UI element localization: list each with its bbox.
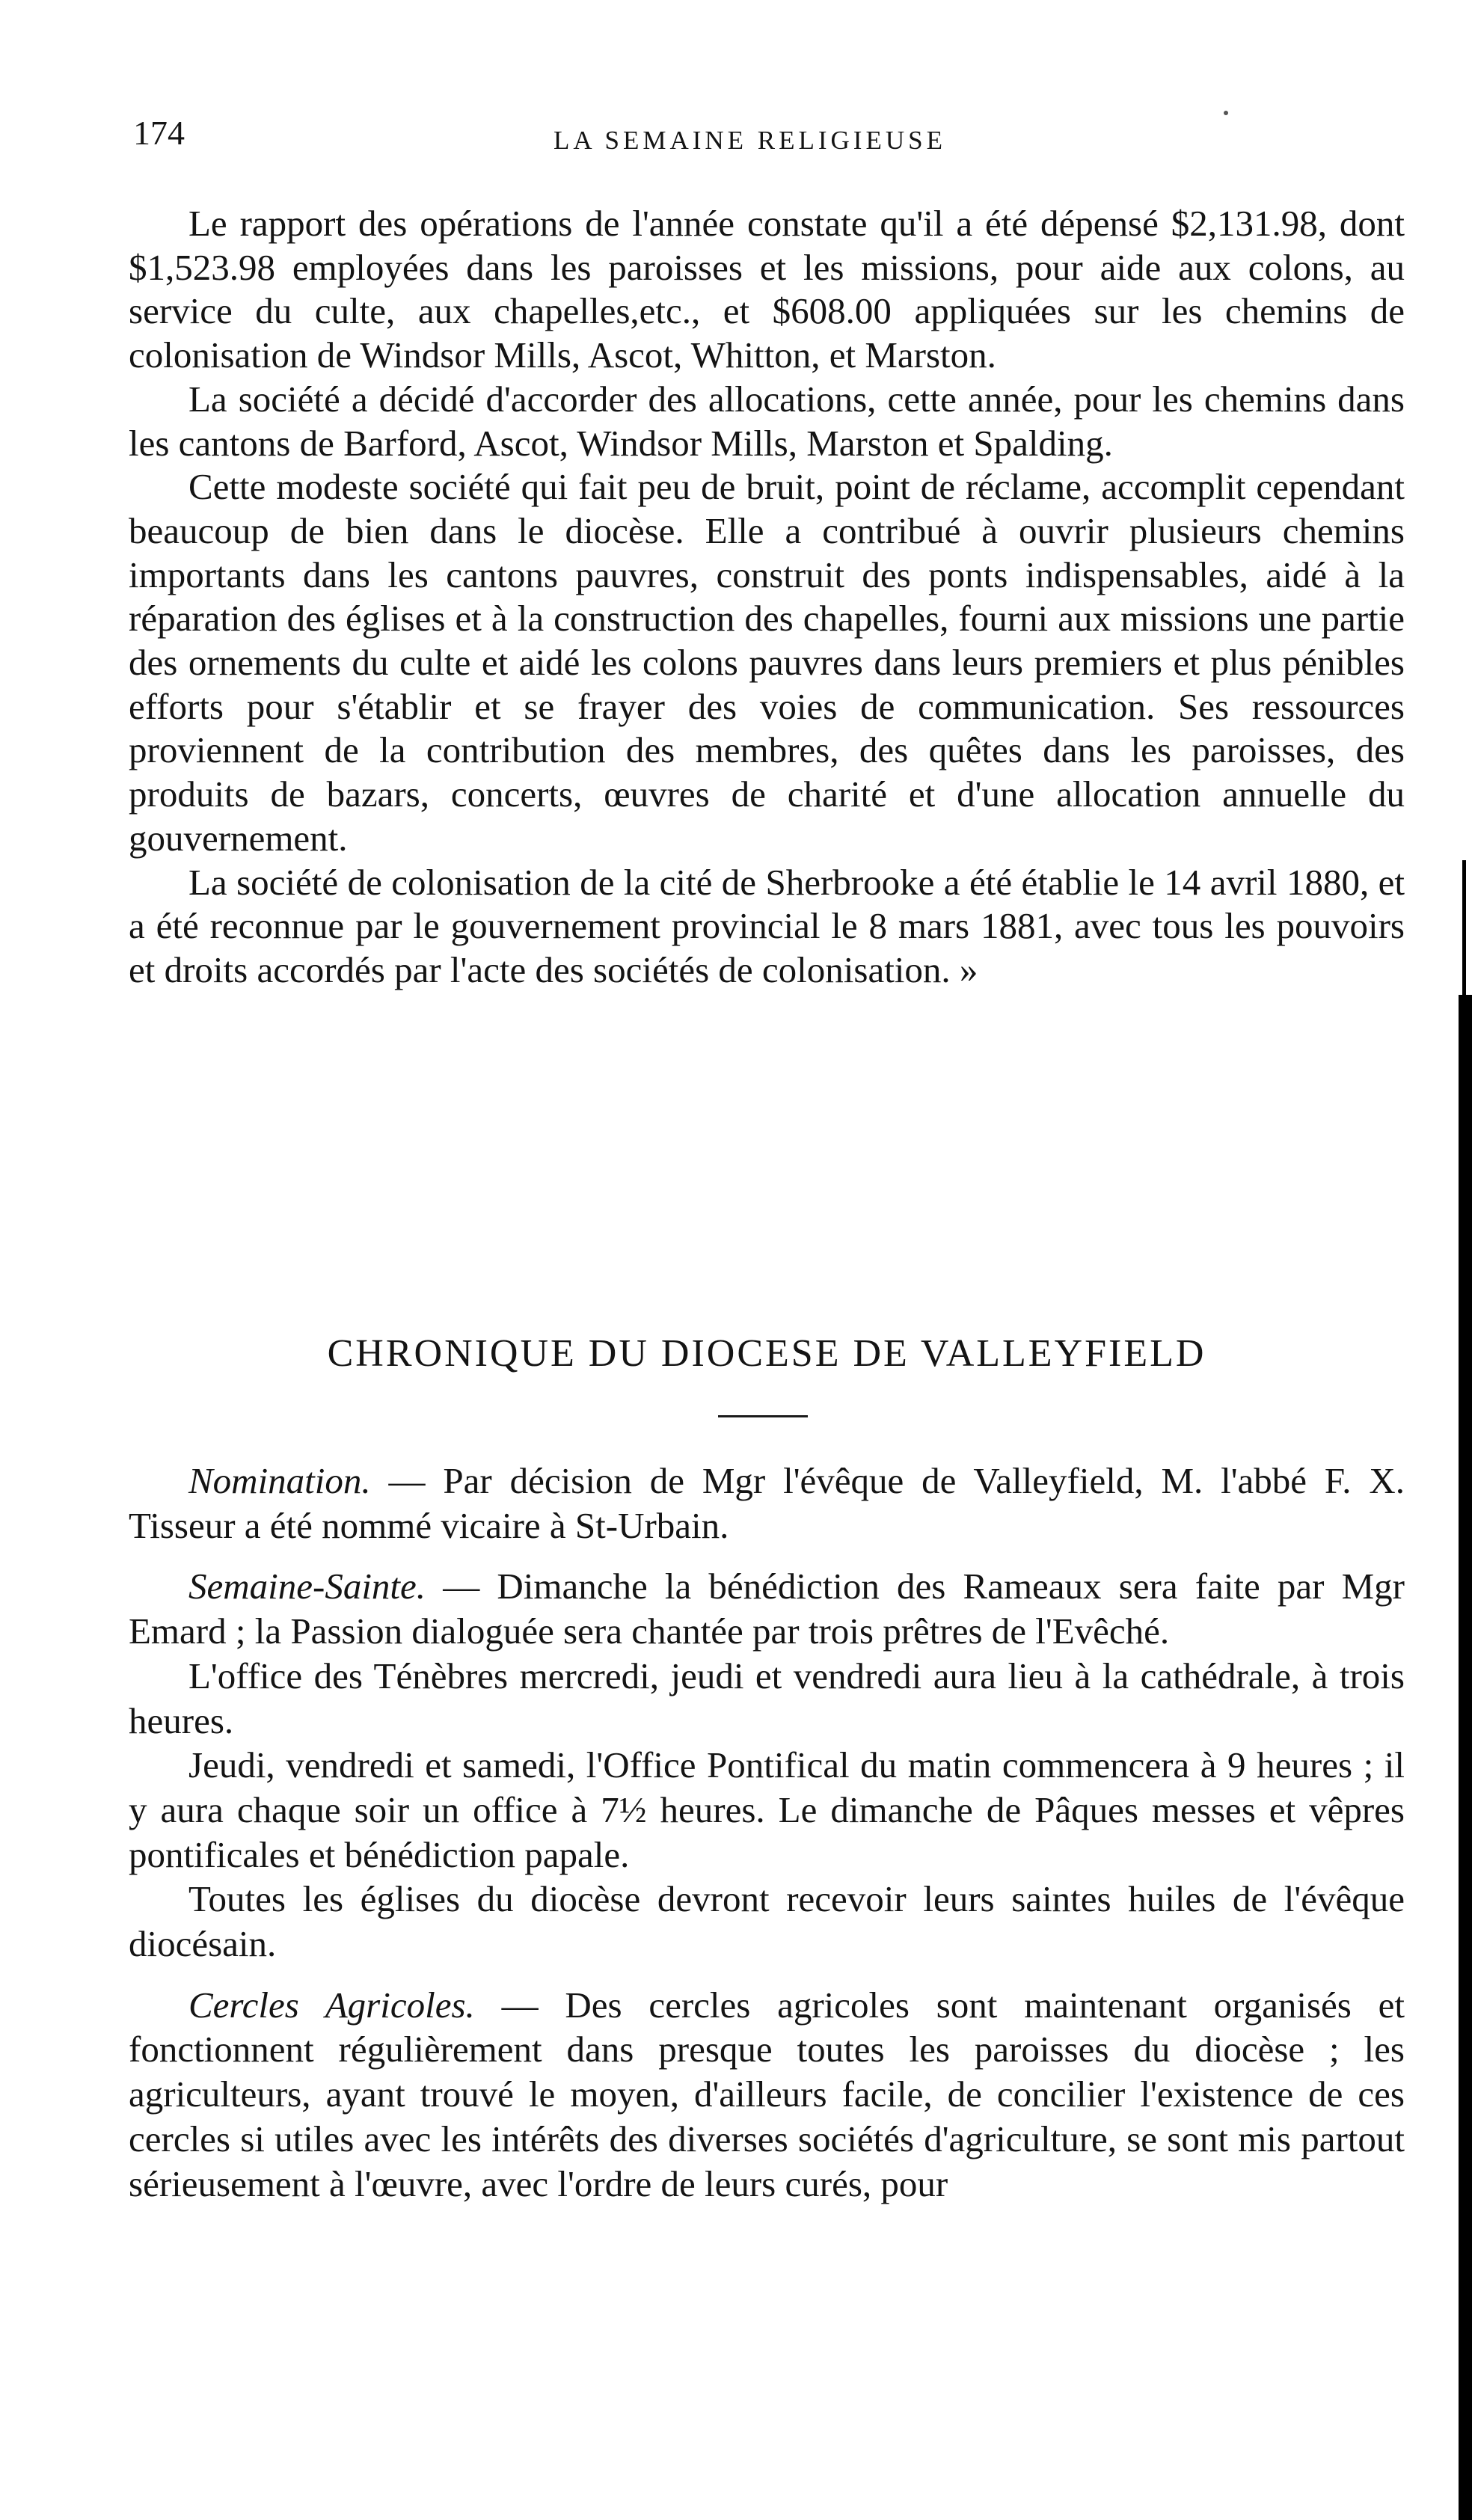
paragraph-semaine-sainte [129,1564,1405,1653]
running-title: LA SEMAINE RELIGIEUSE [553,126,946,155]
print-speck [1224,111,1228,115]
paragraph: Le rapport des opérations de l'année constate qu'il a été dépensé $2,131.98, dont $1,523.98 employées dans les paroisses et les missions, pour aide aux colons, au service du culte, aux chapelles,etc., et $608.00 appliquées sur les chemins de colonisation de Windsor Mills, Ascot, Whitton, et Marston. [129,203,1405,376]
lead-in-cercles-agricoles: Cercles Agricoles. [188,1984,475,2026]
paragraph: Cette modeste société qui fait peu de bruit, point de réclame, accomplit cependant beaucoup de bien dans le diocèse. Elle a contribué à ouvrir plusieurs chemins importants dans les cantons pauvres, construit des ponts indispensables, aidé à la réparation des églises et à la construction des chapelles, fourni aux missions une partie des ornements du culte et aidé les colons pauvres dans leurs premiers et plus pénibles efforts pour s'établir et se frayer des voies de communication. Ses ressources proviennent de la contribution des membres, des quêtes dans les paroisses, des produits de bazars, concerts, œuvres de charité et d'une allocation annuelle du gouvernement. [129,466,1405,859]
paragraph-text: Jeudi, vendredi et samedi, l'Office Pontifical du matin commencera à 9 heures ; il y aura chaque soir un office à 7½ heures. Le dimanche de Pâques messes et vêpres pontificales et bénédiction papale. [129,1744,1405,1875]
paragraph [129,1654,1405,1743]
scan-edge-shadow [1462,860,1466,1010]
page-number: 174 [133,114,185,152]
title-rule [718,1415,808,1417]
paragraph-text: — Des cercles agricoles sont maintenant organisés et fonctionnent régulièrement dans presque toutes les paroisses du diocèse ; les agriculteurs, ayant trouvé le moyen, d'ailleurs facile, de concilier l'existence de ces cercles si utiles avec les intérêts des diverses sociétés d'agriculture, se sont mis partout sérieusement à l'œuvre, avec l'ordre de leurs curés, pour [129,1984,1405,2204]
chronicle-text-block [129,1459,1405,2206]
paragraph-text: — Par décision de Mgr l'évêque de Valleyfield, M. l'abbé F. X. Tisseur a été nommé vicaire à St-Urbain. [129,1460,1405,1546]
paragraph [129,1877,1405,1966]
paragraph-nomination [129,1459,1405,1548]
paragraph-text: Toutes les églises du diocèse devront recevoir leurs saintes huiles de l'évêque diocésain. [129,1878,1405,1965]
lead-in-nomination: Nomination. [188,1460,371,1501]
paragraph: La société de colonisation de la cité de Sherbrooke a été établie le 14 avril 1880, et a été reconnue par le gouvernement provincial le 8 mars 1881, avec tous les pouvoirs et droits accordés par l'acte des sociétés de colonisation. » [129,861,1405,990]
paragraph-text: L'office des Ténèbres mercredi, jeudi et vendredi aura lieu à la cathédrale, à trois heures. [129,1655,1405,1741]
paragraph: La société a décidé d'accorder des allocations, cette année, pour les chemins dans les cantons de Barford, Ascot, Windsor Mills, Marston et Spalding. [129,378,1405,464]
scan-edge-shadow [1459,995,1472,2520]
paragraph-cercles-agricoles [129,1983,1405,2207]
paragraph-text: — Dimanche la bénédiction des Rameaux sera faite par Mgr Emard ; la Passion dialoguée sera chantée par trois prêtres de l'Evêché. [129,1566,1405,1652]
lead-in-semaine-sainte: Semaine-Sainte. [188,1566,426,1607]
section-title: CHRONIQUE DU DIOCESE DE VALLEYFIELD [327,1332,1206,1375]
paragraph [129,1743,1405,1877]
intro-text-block [129,202,1405,993]
